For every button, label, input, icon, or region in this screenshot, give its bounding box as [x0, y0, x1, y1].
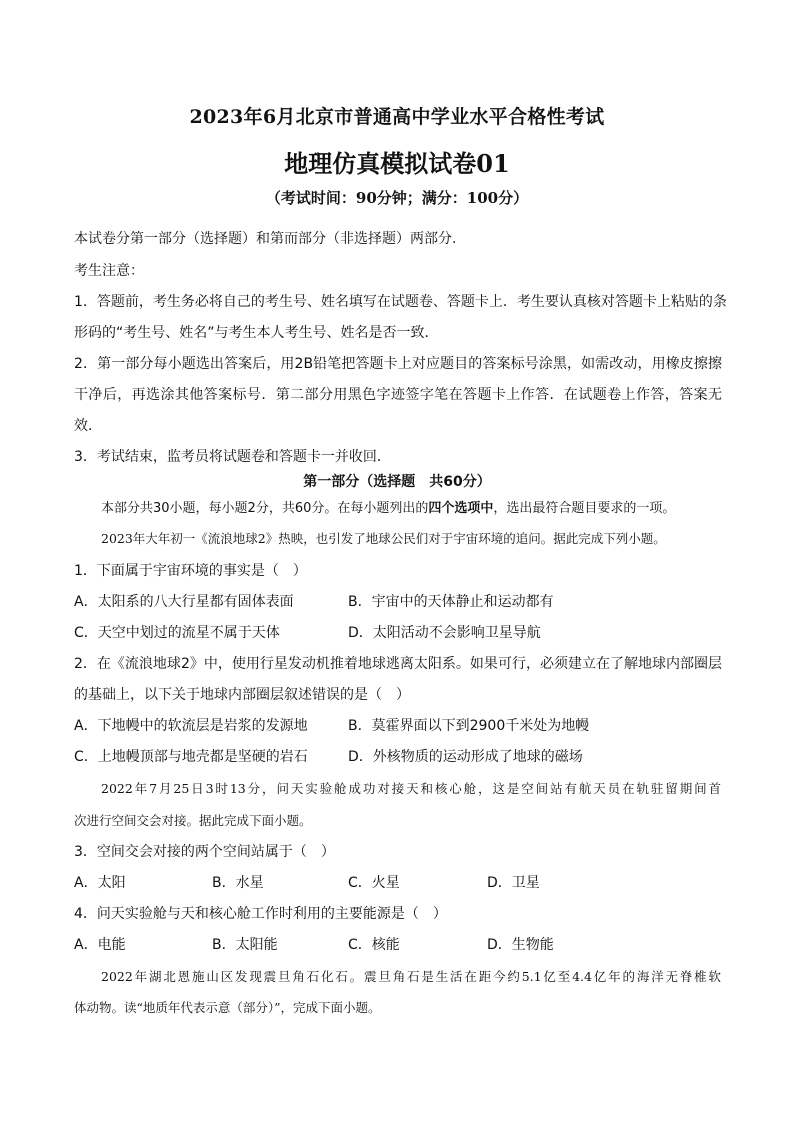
note-2-line-3: 效． — [74, 418, 102, 434]
note-1-line-2: 形码的“考生号、姓名”与考生本人考生号、姓名是否一致． — [74, 325, 439, 341]
part1-intro-c: ，选出最符合题目要求的一项。 — [493, 501, 676, 516]
q2-stem-line-1: 2．在《流浪地球2》中，使用行星发动机推着地球逃离太阳系。如果可行，必须建立在了解地球内部圈层 — [74, 656, 722, 672]
note-3: 3．考试结束，监考员将试题卷和答题卡一并收回． — [74, 449, 391, 465]
q3-option-a: A．太阳 — [74, 875, 126, 891]
note-2-line-2: 干净后，再选涂其他答案标号．第二部分用黑色字迹签字笔在答题卡上作答．在试题卷上作答，答案无 — [74, 387, 722, 403]
part1-intro-b: 四个选项中 — [428, 501, 494, 516]
q4-option-d: D．生物能 — [487, 937, 554, 953]
q3-stem: 3．空间交会对接的两个空间站属于（ ） — [74, 844, 335, 860]
q3-option-b: B．水星 — [212, 875, 264, 891]
note-2-line-1: 2．第一部分每小题选出答案后，用2B铅笔把答题卡上对应题目的答案标号涂黑，如需改动，用橡皮擦擦 — [74, 356, 722, 372]
material-1: 2023年大年初一《流浪地球2》热映，也引发了地球公民们对于宇宙环境的追问。据此完成下列小题。 — [101, 531, 666, 546]
q4-option-c: C．核能 — [348, 937, 400, 953]
q1-option-a: A．太阳系的八大行星都有固体表面 — [74, 594, 294, 610]
part1-intro — [101, 497, 675, 516]
q2-option-c: C．上地幔顶部与地壳都是坚硬的岩石 — [74, 749, 308, 765]
q2-option-a: A．下地幔中的软流层是岩浆的发源地 — [74, 718, 308, 734]
material-3-line-1: 2022年湖北恩施山区发现震旦角石化石。震旦角石是生活在距今约5.1亿至4.4亿年的海洋无脊椎软 — [101, 969, 721, 984]
q3-option-c: C．火星 — [348, 875, 400, 891]
exam-title: 2023年6月北京市普通高中学业水平合格性考试 — [189, 106, 605, 128]
attention-label: 考生注意： — [74, 263, 144, 279]
part1-intro-a: 本部分共30小题，每小题2分，共60分。在每小题列出的 — [101, 501, 429, 516]
q4-option-a: A．电能 — [74, 937, 126, 953]
q1-option-c: C．天空中划过的流星不属于天体 — [74, 625, 280, 641]
q2-option-d: D．外核物质的运动形成了地球的磁场 — [348, 749, 583, 765]
material-3-line-2: 体动物。读“地质年代表示意（部分）”，完成下面小题。 — [74, 1000, 381, 1015]
q3-option-d: D．卫星 — [487, 875, 540, 891]
q4-option-b: B．太阳能 — [212, 937, 278, 953]
q2-option-b: B．莫霍界面以下到2900千米处为地幔 — [348, 718, 590, 734]
q1-option-d: D．太阳活动不会影响卫星导航 — [348, 625, 541, 641]
q1-option-b: B．宇宙中的天体静止和运动都有 — [348, 594, 554, 610]
q1-stem: 1．下面属于宇宙环境的事实是（ ） — [74, 563, 307, 579]
q2-stem-line-2: 的基础上，以下关于地球内部圈层叙述错误的是（ ） — [74, 687, 410, 703]
q4-stem: 4．问天实验舱与天和核心舱工作时利用的主要能源是（ ） — [74, 906, 447, 922]
exam-info: （考试时间：90分钟；满分：100分） — [265, 189, 529, 207]
material-2-line-2: 次进行空间交会对接。据此完成下面小题。 — [74, 813, 312, 828]
note-1-line-1: 1．答题前，考生务必将自己的考生号、姓名填写在试题卷、答题卡上．考生要认真核对答题卡上粘贴的条 — [74, 294, 727, 310]
notes-intro: 本试卷分第一部分（选择题）和第而部分（非选择题）两部分. — [74, 231, 457, 247]
part1-heading: 第一部分（选择题 共60分） — [303, 474, 491, 490]
material-2-line-1: 2022年7月25日3时13分，问天实验舱成功对接天和核心舱，这是空间站有航天员在轨驻留期间首 — [101, 781, 721, 796]
paper-title: 地理仿真模拟试卷01 — [284, 149, 510, 178]
